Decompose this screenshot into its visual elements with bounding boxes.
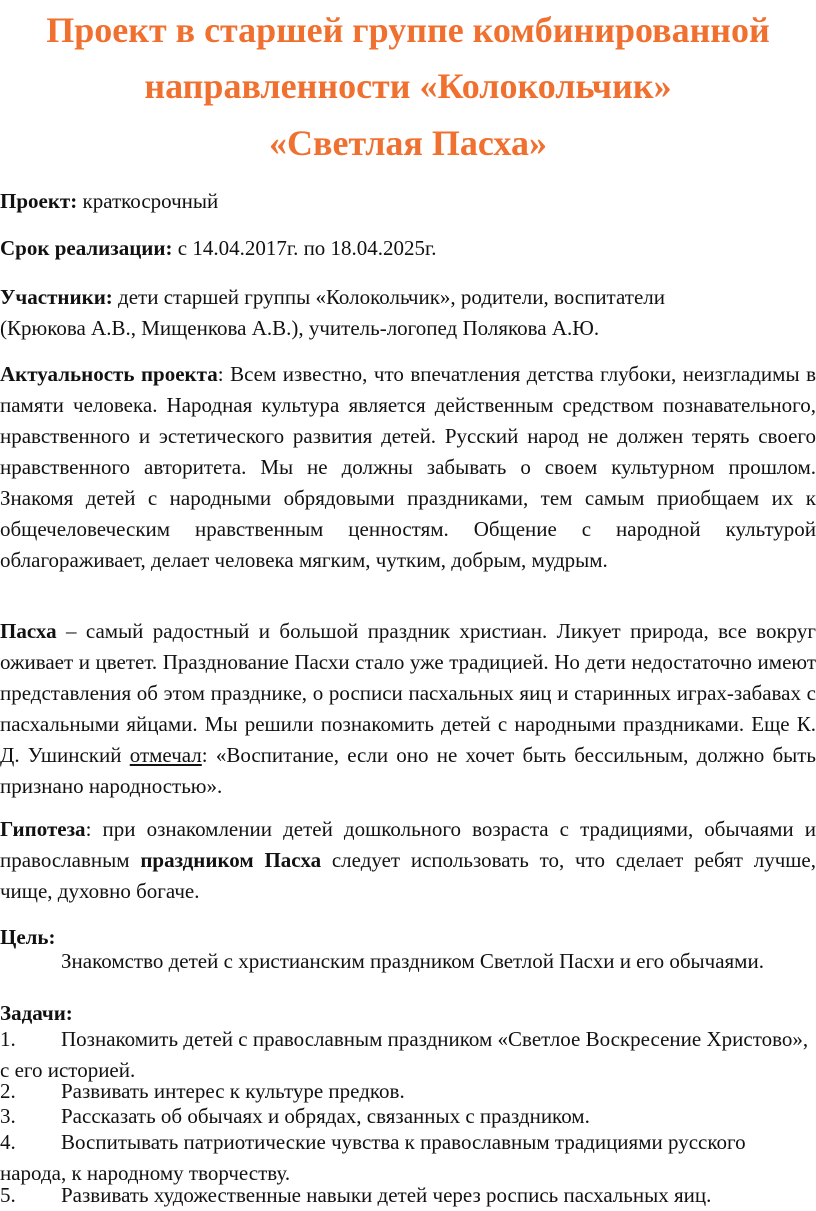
participants-line-1: дети старшей группы «Колокольчик», родители, воспитатели <box>112 285 665 309</box>
project-period-value: с 14.04.2017г. по 18.04.2025г. <box>172 236 437 260</box>
participants <box>0 282 816 344</box>
task-text: Воспитывать патриотические чувства к православным традициями русского народа, к народному творчеству. <box>0 1130 746 1185</box>
relevance-text: Всем известно, что впечатления детства глубоки, неизгладимы в памяти человека. Народная культура является действенным средством познавательного, нравственного и эстетического развития детей. Русский народ не должен терять своего нравственного авторитета. Мы не должны забывать о своем культурном прошлом. Знакомя детей с народными обрядовыми праздниками, тем самым приобщаем их к общечеловеческим нравственным ценностям. Общение с народной культурой облагораживает, делает человека мягким, чутким, добрым, мудрым. <box>0 362 816 572</box>
task-number: 4. <box>0 1130 16 1154</box>
task-text: Рассказать об обычаях и обрядах, связанных с праздником. <box>61 1104 590 1128</box>
hypothesis-label: Гипотеза <box>0 817 86 841</box>
task-number: 2. <box>0 1079 16 1103</box>
easter-label: Пасха <box>0 619 57 643</box>
participants-line-2: (Крюкова А.В., Мищенкова А.В.), учитель-логопед Полякова А.Ю. <box>0 316 600 340</box>
task-text: Развивать интерес к культуре предков. <box>61 1079 405 1103</box>
project-type-value: краткосрочный <box>77 189 219 213</box>
relevance-paragraph <box>0 359 816 576</box>
task-item <box>0 1180 816 1211</box>
project-type <box>0 186 816 217</box>
task-number: 1. <box>0 1027 16 1051</box>
hypothesis-text-2: следует использовать то, что сделает ребят лучше, чище, духовно богаче. <box>0 848 816 903</box>
easter-text-2: : «Воспитание, если оно не хочет быть бессильным, должно быть признано народностью». <box>0 743 816 798</box>
project-type-label: Проект: <box>0 189 78 213</box>
task-text: Познакомить детей с православным праздником «Светлое Воскресение Христово», с его историей. <box>0 1027 809 1082</box>
title-line-1: Проект в старшей группе комбинированной <box>46 10 770 50</box>
goal-label: Цель: <box>0 925 56 949</box>
participants-label: Участники: <box>0 285 113 309</box>
tasks-label: Задачи: <box>0 1001 73 1025</box>
goal-text-block <box>0 946 816 977</box>
goal-text: Знакомство детей с христианским праздником Светлой Пасхи и его обычаями. <box>61 949 764 973</box>
easter-link[interactable]: отмечал <box>129 743 202 767</box>
task-number: 3. <box>0 1104 16 1128</box>
hypothesis-text-1: : при ознакомлении детей дошкольного возраста с традициями, обычаями и православным <box>0 817 816 872</box>
relevance-label: Актуальность проекта <box>0 362 218 386</box>
relevance-sep: : <box>217 362 224 386</box>
hypothesis-bold: праздником Пасха <box>140 848 322 872</box>
document-title <box>0 2 816 114</box>
task-number: 5. <box>0 1183 16 1207</box>
easter-text-1: – самый радостный и большой праздник христиан. Ликует природа, все вокруг оживает и цветет. Празднование Пасхи стало уже традицией. Но дети недостаточно имеют представления об этом празднике, о росписи пасхальных яиц и старинных играх-забавах с пасхальными яйцами. Мы решили познакомить детей с народными праздниками. Еще К. Д. Ушинский <box>0 619 816 767</box>
title-line-2: направленности «Колокольчик» <box>144 66 672 106</box>
project-title: «Светлая Пасха» <box>269 123 547 163</box>
easter-paragraph <box>0 616 816 802</box>
project-period <box>0 233 816 264</box>
hypothesis-paragraph <box>0 814 816 907</box>
task-text: Развивать художественные навыки детей через роспись пасхальных яиц. <box>61 1183 712 1207</box>
project-period-label: Срок реализации: <box>0 236 173 260</box>
